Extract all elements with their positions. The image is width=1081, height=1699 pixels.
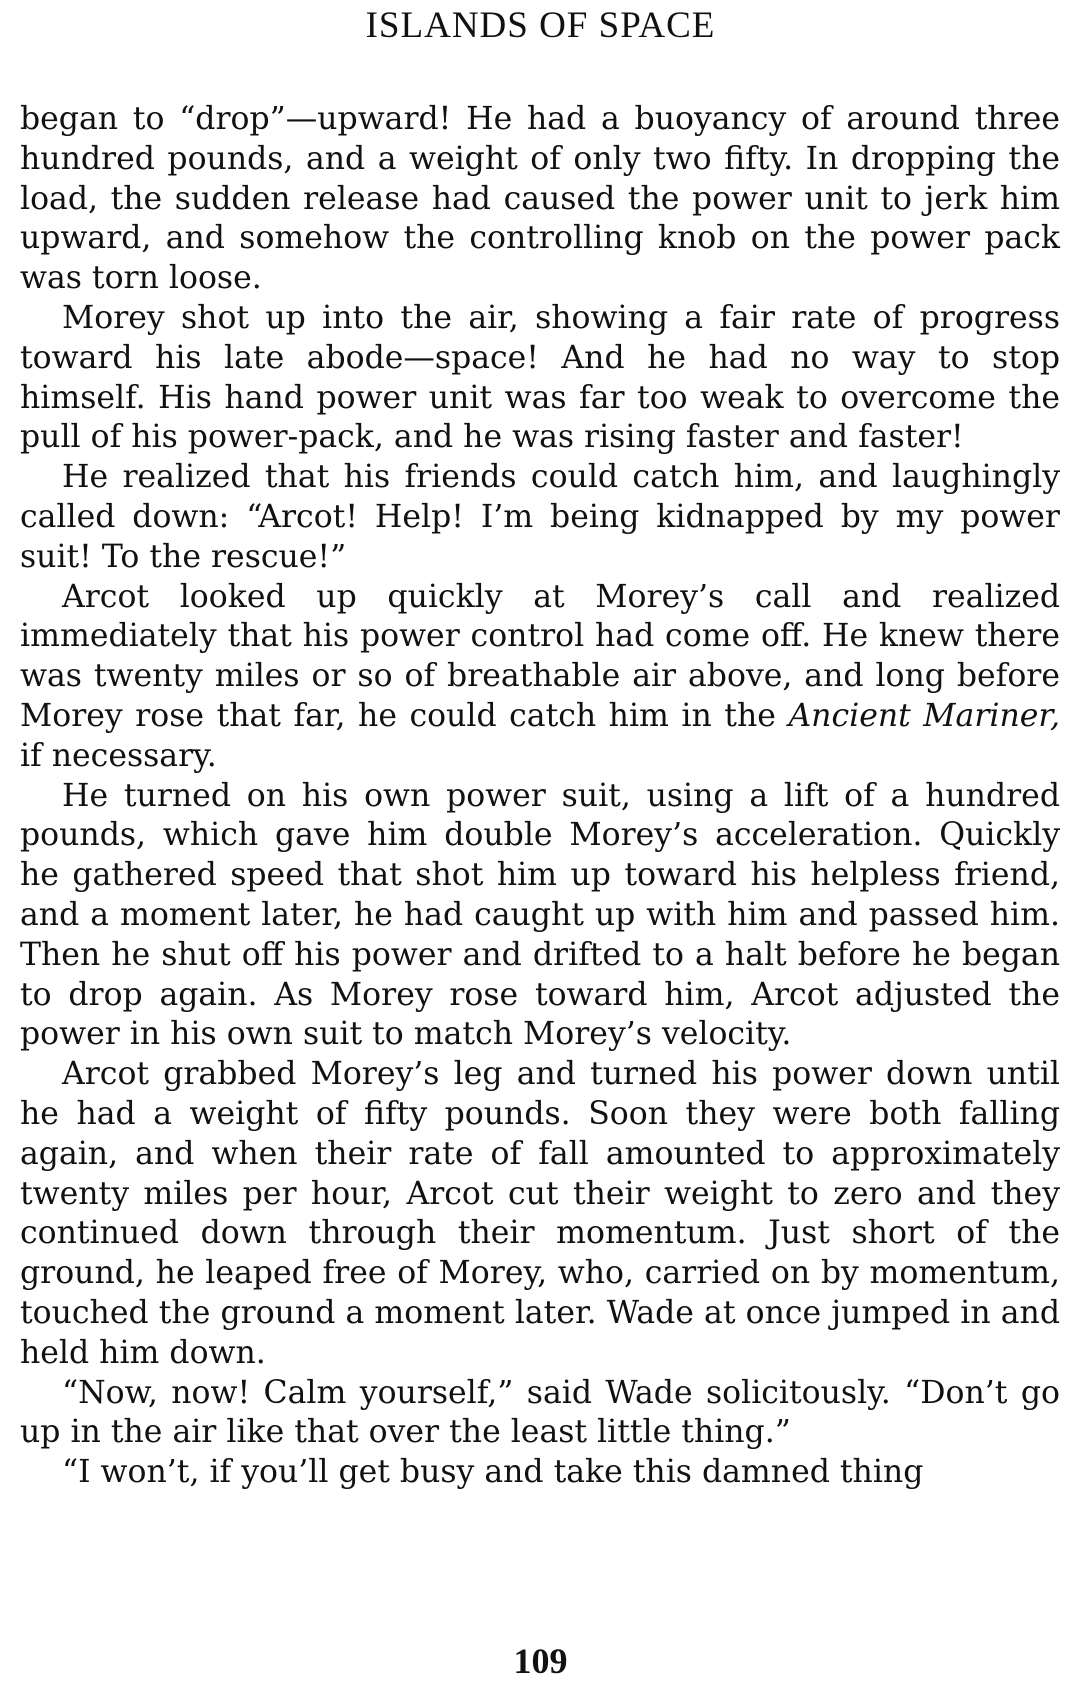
paragraph: He realized that his friends could catch him, and laughingly called down: “Arcot! Help! I’m being kidnapped by my power suit! To the rescue!” (20, 459, 1060, 575)
paragraph: Morey shot up into the air, showing a fair rate of progress toward his late abode—space! And he had no way to stop himself. His hand power unit was far too weak to overcome the pull of his power-pack, and he was rising faster and faster! (20, 299, 1060, 456)
paragraph-tail: if necessary. (20, 737, 217, 774)
body-text (20, 100, 1060, 1493)
paragraph: “Now, now! Calm yourself,” said Wade solicitously. “Don’t go up in the air like that over the least little thing.” (20, 1374, 1060, 1451)
paragraph: Arcot grabbed Morey’s leg and turned his power down until he had a weight of fifty pounds. Soon they were both falling again, and when their rate of fall amounted to approximately twenty miles per hour, Arcot cut their weight to zero and they continued down through their momentum. Just short of the ground, he leaped free of Morey, who, carried on by momentum, touched the ground a moment later. Wade at once jumped in and held him down. (20, 1056, 1060, 1371)
paragraph-arcot (20, 578, 1060, 777)
paragraph: “I won’t, if you’ll get busy and take this damned thing (62, 1454, 924, 1491)
paragraph-text: Arcot looked up quickly at Morey’s call and realized immediately that his power control had come off. He knew there was twenty miles or so of breathable air above, and long before Morey rose that far, he could catch him in the (20, 578, 1060, 734)
page-number: 109 (513, 1641, 568, 1681)
running-title: ISLANDS OF SPACE (365, 5, 716, 46)
ship-name: Ancient Mariner, (788, 697, 1061, 734)
paragraph-continued: began to “drop”—upward! He had a buoyancy of around three hundred pounds, and a weight of only two fifty. In dropping the load, the sudden release had caused the power unit to jerk him upward, and somehow the controlling knob on the power pack was torn loose. (20, 101, 1060, 297)
paragraph: He turned on his own power suit, using a lift of a hundred pounds, which gave him double Morey’s acceleration. Quickly he gathered speed that shot him up toward his helpless friend, and a moment later, he had caught up with him and passed him. Then he shut off his power and drifted to a halt before he began to drop again. As Morey rose toward him, Arcot adjusted the power in his own suit to match Morey’s velocity. (20, 777, 1060, 1053)
